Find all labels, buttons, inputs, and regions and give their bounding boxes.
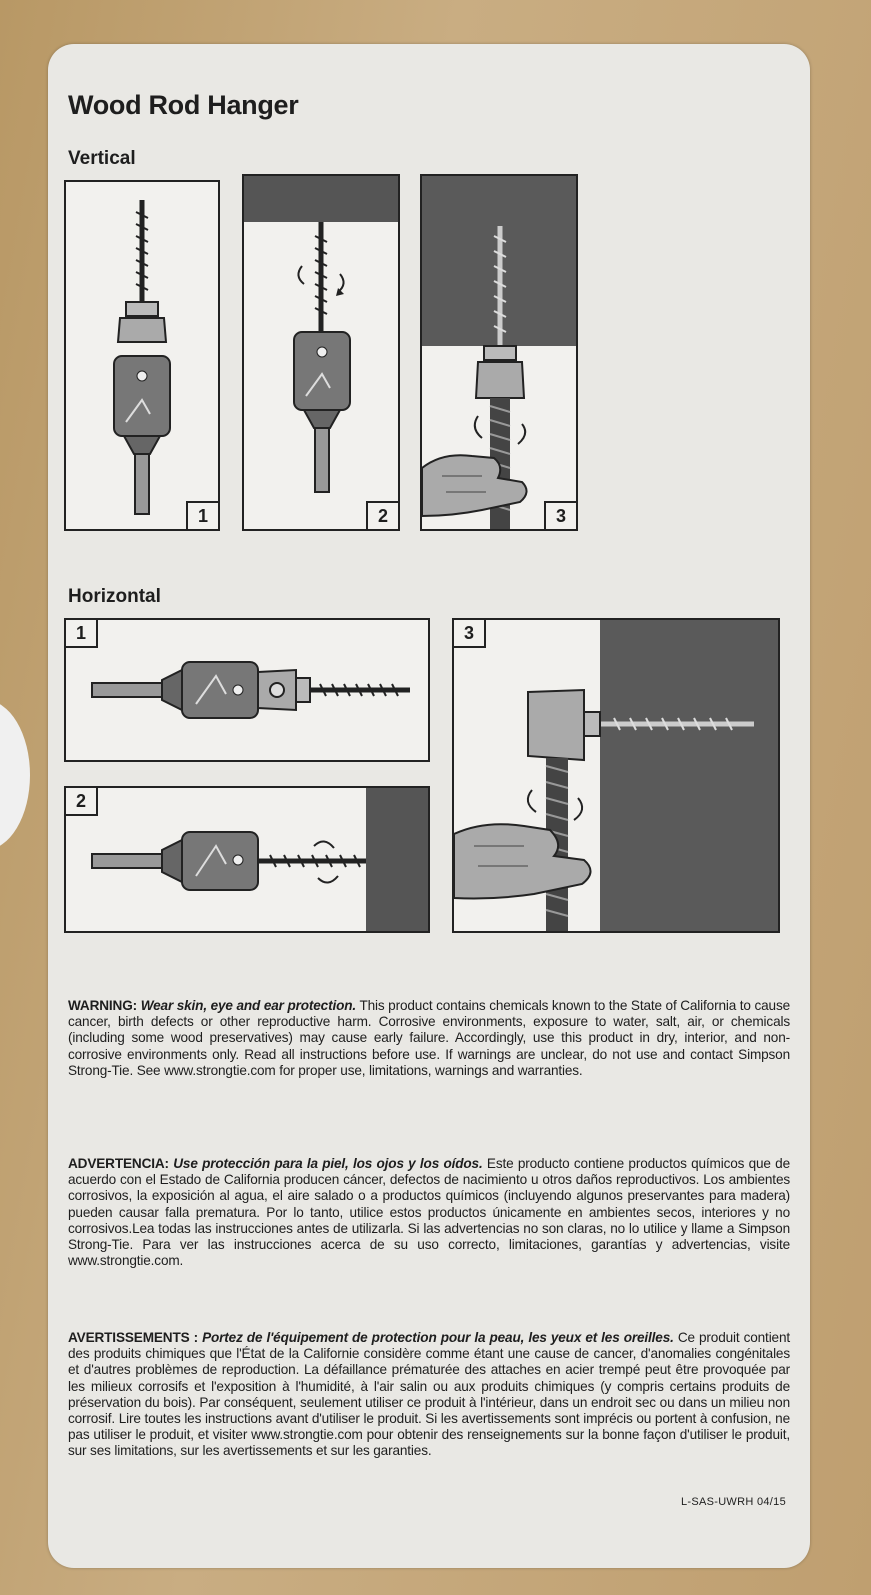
advertencia-label: ADVERTENCIA: (68, 1156, 169, 1171)
warning-lead: Wear skin, eye and ear protection. (140, 998, 357, 1013)
rod-threaded-onto-hanger-illustration (422, 176, 576, 529)
warning-label: WARNING: (68, 998, 138, 1013)
vertical-step-1-panel (64, 180, 220, 531)
rod-threaded-onto-wall-hanger-illustration (454, 620, 778, 931)
vertical-step-2-panel (242, 174, 400, 531)
avertissements-label: AVERTISSEMENTS : (68, 1330, 198, 1345)
section-horizontal-heading: Horizontal (68, 586, 161, 607)
horizontal-step-2-panel (64, 786, 430, 933)
section-vertical-heading: Vertical (68, 148, 136, 169)
driver-into-ceiling-illustration (244, 176, 398, 529)
vertical-step-3-panel (420, 174, 578, 531)
advertencia-lead: Use protección para la piel, los ojos y los oídos. (173, 1156, 483, 1171)
step-number-badge: 1 (186, 501, 220, 531)
warning-spanish (68, 1156, 790, 1269)
horizontal-step-1-panel (64, 618, 430, 762)
driver-with-rod-horizontal-illustration (66, 620, 428, 760)
step-number-badge: 2 (64, 786, 98, 816)
instruction-card (48, 44, 810, 1568)
horizontal-step-3-panel (452, 618, 780, 933)
step-number-badge: 1 (64, 618, 98, 648)
step-number-badge: 3 (452, 618, 486, 648)
advertencia-body: Este producto contiene productos químicos que de acuerdo con el Estado de California producen cáncer, defectos de nacimiento u otros daños reproductivos. Los ambientes corrosivos, la exposición al agua, el aire salado o a productos químicos (incluyendo algunos preservantes para madera) pueden causar falla prematura. Por lo tanto, utilice estos productos únicamente en ambientes secos, interiores y no corrosivos.Lea todas las instrucciones antes de utilizarla. Si las advertencias no son claras, no lo utilice y llame a Simpson Strong-Tie. Para ver las instrucciones acerca de su uso correcto, limitaciones, garantías y advertencias, visite www.strongtie.com. (68, 1156, 790, 1269)
warning-body: This product contains chemicals known to the State of California to cause cancer, birth defects or other reproductive harm. Corrosive environments, exposure to water, salt, air, or chemicals (including some wood preservatives) may cause early failure. Accordingly, use this product in dry, interior, and non-corrosive environments only. Read all instructions before use. If warnings are unclear, do not use and contact Simpson Strong-Tie. See www.strongtie.com for proper use, limitations, warnings and warranties. (68, 998, 790, 1078)
step-number-badge: 3 (544, 501, 578, 531)
driver-into-wall-illustration (66, 788, 428, 931)
document-code: L-SAS-UWRH 04/15 (680, 1496, 786, 1508)
avertissements-lead: Portez de l'équipement de protection pour la peau, les yeux et les oreilles. (202, 1330, 674, 1345)
warning-english (68, 998, 790, 1079)
avertissements-body: Ce produit contient des produits chimiques que l'État de la Californie considère comme étant une cause de cancer, d'anomalies congénitales et d'autres problèmes de reproduction. La défaillance prématurée des attaches en acier trempé peut être provoquée par les milieux corrosifs et l'exposition à l'humidité, à l'air salin ou aux produits chimiques (y compris certains produits de préservation du bois). Par conséquent, seulement utiliser ce produit à l'intérieur, dans un endroit sec ou dans un milieu non corrosif. Lire toutes les instructions avant d'utiliser le produit. Si les avertissements sont imprécis ou portent à confusion, ne pas utiliser le produit, et visiter www.strongtie.com pour obtenir des renseignements sur la bonne façon d'utiliser le produit, sur ses limitations, sur les avertissements et sur les garanties. (68, 1330, 791, 1459)
step-number-badge: 2 (366, 501, 400, 531)
warning-french (68, 1330, 790, 1460)
page-title: Wood Rod Hanger (68, 90, 299, 120)
driver-with-rod-illustration (66, 182, 218, 529)
